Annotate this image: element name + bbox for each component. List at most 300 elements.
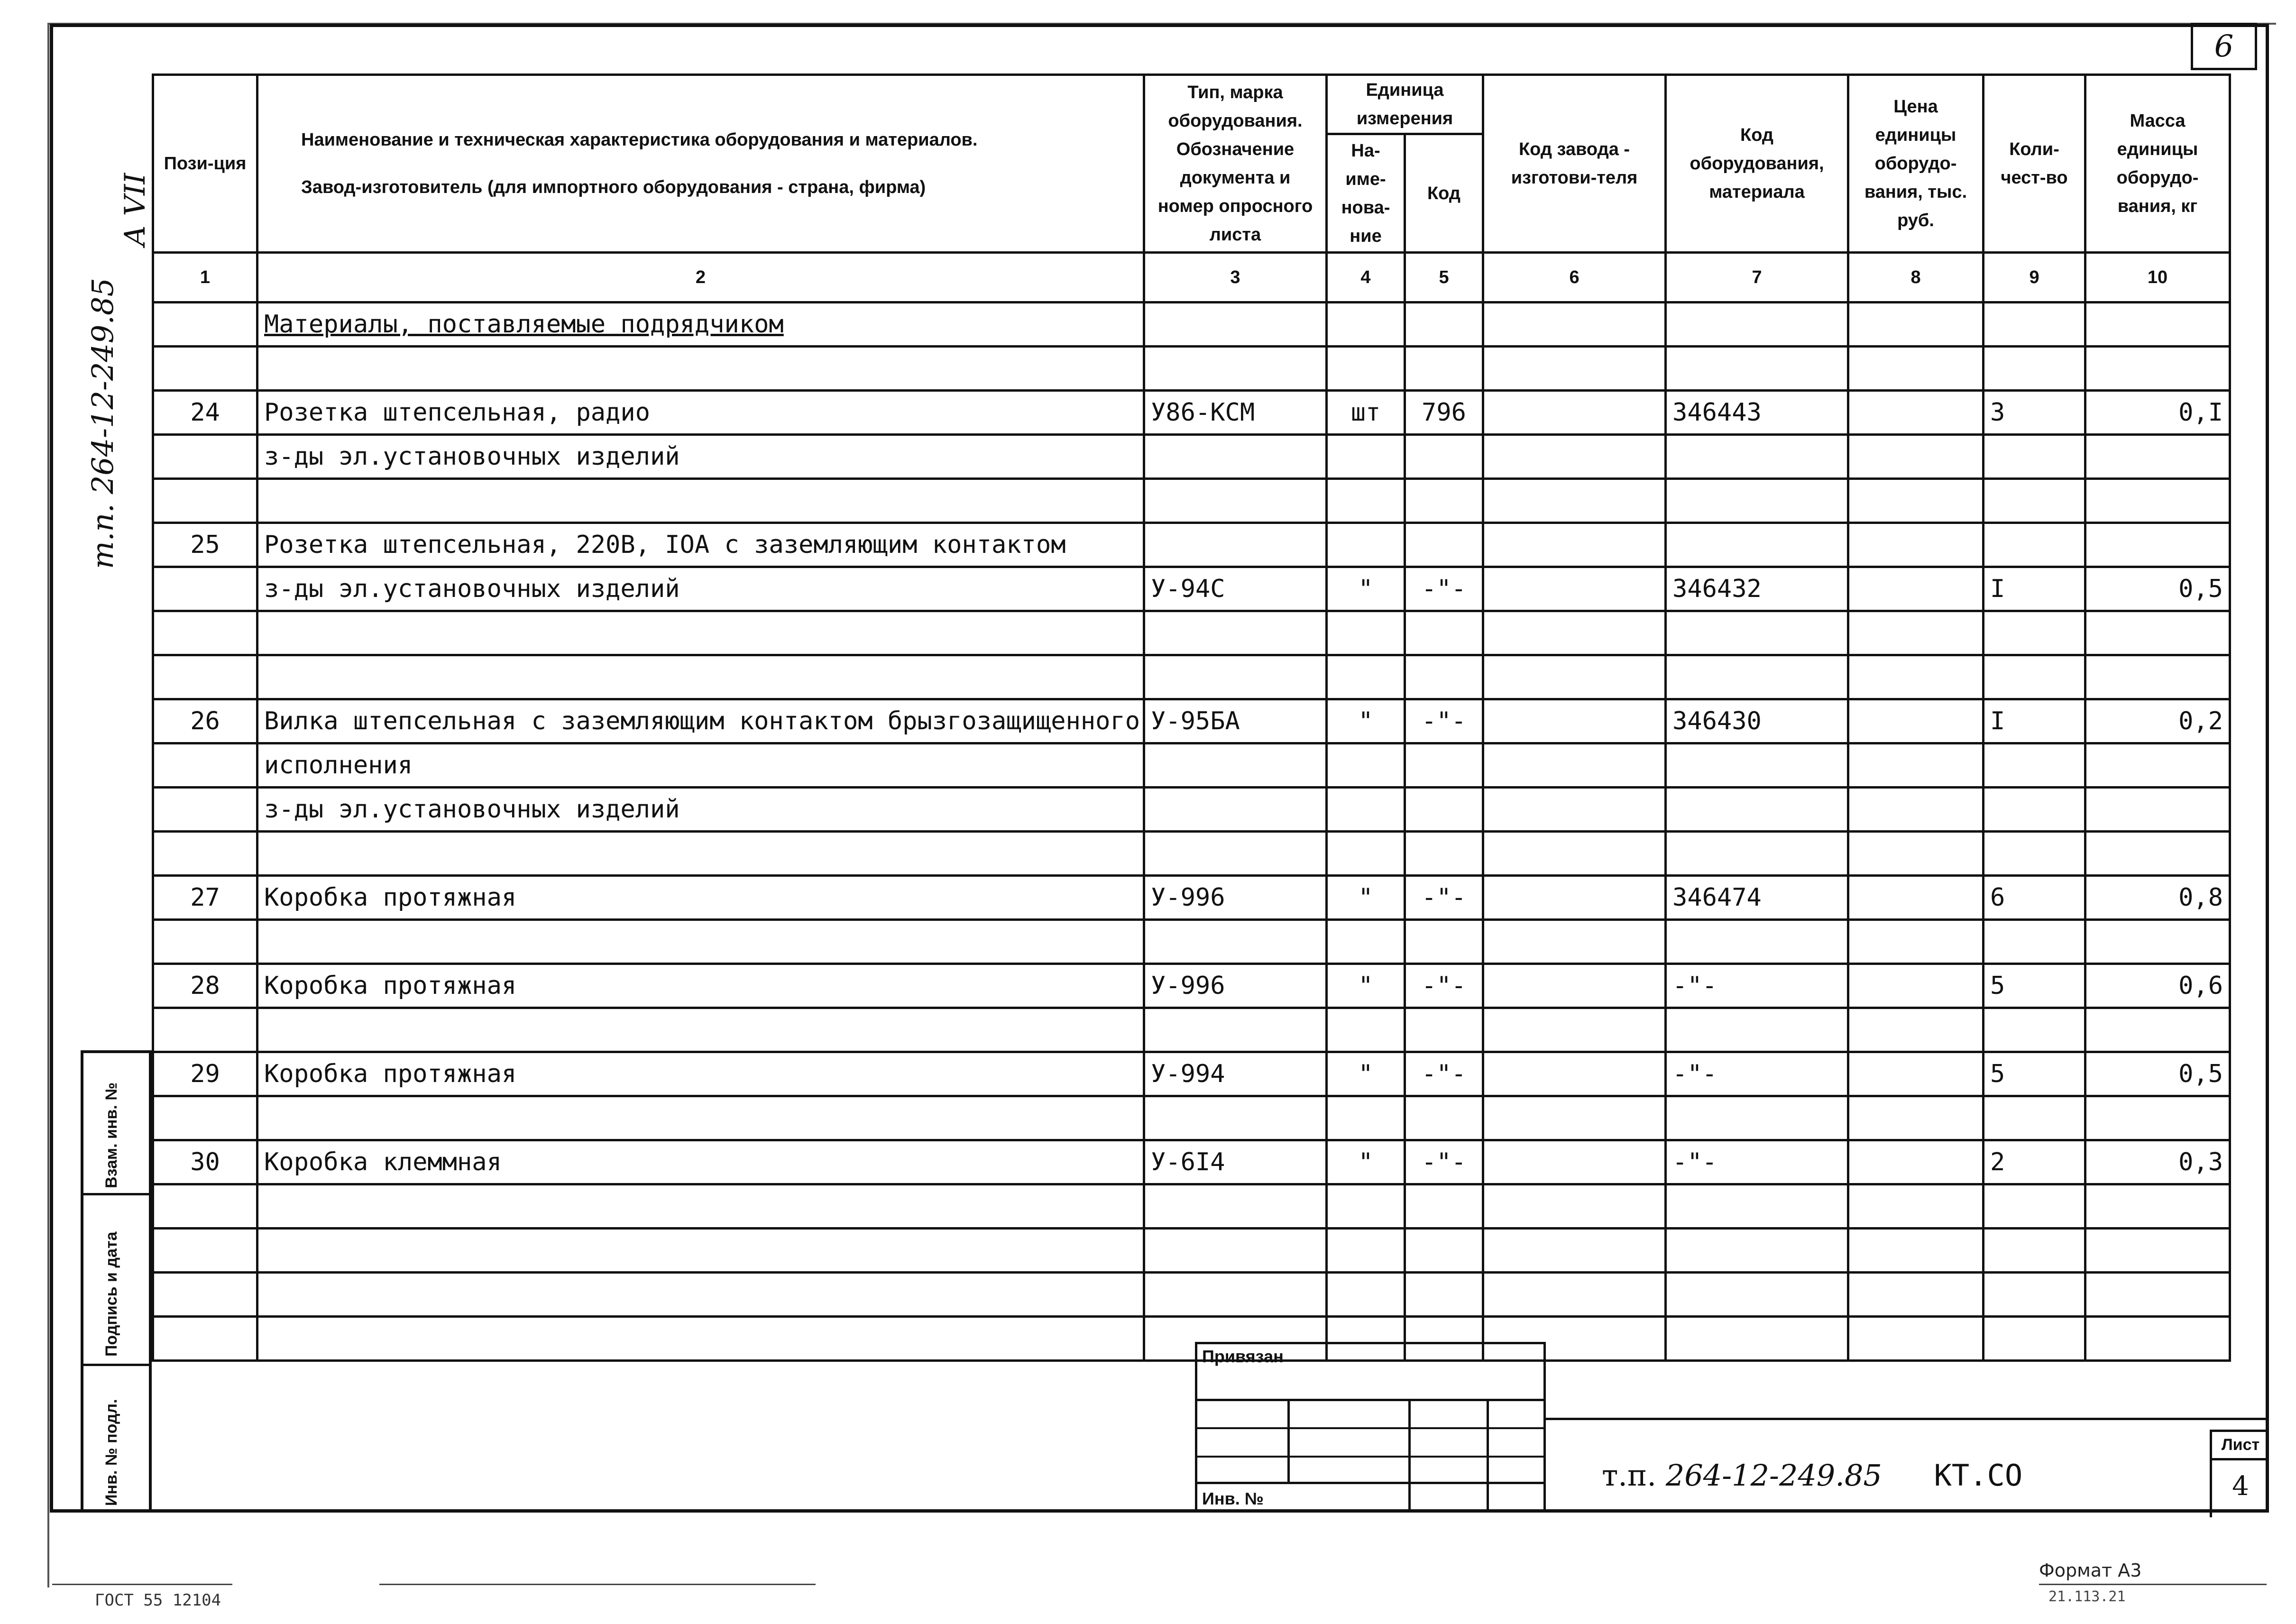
- column-numbers-row: [153, 253, 2230, 303]
- table-row: [153, 435, 2230, 479]
- table-row: [153, 788, 2230, 832]
- cell-type: [1144, 479, 1327, 523]
- cell-material-code: -"-: [1666, 1052, 1848, 1096]
- cell-unit-code: [1405, 788, 1483, 832]
- cell-position: [153, 479, 257, 523]
- cell-name: Вилка штепсельная с заземляющим контактом брызгозащищенного: [257, 699, 1144, 743]
- cell-plant-code: [1483, 1140, 1666, 1184]
- cell-material-code: [1666, 347, 1848, 391]
- cell-plant-code: [1483, 523, 1666, 567]
- cell-position: [153, 788, 257, 832]
- cell-type: [1144, 435, 1327, 479]
- cell-unit-code: [1405, 1184, 1483, 1229]
- cell-unit-code: [1405, 1229, 1483, 1273]
- cell-mass: [2085, 832, 2230, 876]
- table-row: [153, 832, 2230, 876]
- table-row: [153, 920, 2230, 964]
- stamp-inv-label: Инв. №: [1202, 1489, 1264, 1508]
- stamp-line: [1287, 1399, 1290, 1484]
- cell-quantity: [1984, 788, 2085, 832]
- cell-mass: [2085, 788, 2230, 832]
- cell-plant-code: [1483, 479, 1666, 523]
- cell-type: [1144, 347, 1327, 391]
- cell-unit-name: [1327, 435, 1405, 479]
- cell-mass: [2085, 303, 2230, 347]
- cell-mass: [2085, 479, 2230, 523]
- cell-plant-code: [1483, 788, 1666, 832]
- table-row: [153, 1052, 2230, 1096]
- cell-name: [257, 479, 1144, 523]
- side-label-sign-date: Подпись и дата: [102, 1231, 120, 1357]
- cell-position: [153, 611, 257, 655]
- cell-unit-name: шт: [1327, 391, 1405, 435]
- cell-plant-code: [1483, 655, 1666, 699]
- cell-material-code: [1666, 479, 1848, 523]
- table-row: [153, 1096, 2230, 1140]
- cell-price: [1848, 699, 1984, 743]
- cell-type: У-996: [1144, 876, 1327, 920]
- side-label-inv-replace: Взам. инв. №: [102, 1082, 120, 1188]
- table-row: [153, 611, 2230, 655]
- side-cell-sign-date: [83, 1195, 149, 1366]
- cell-type: У-6I4: [1144, 1140, 1327, 1184]
- cell-material-code: [1666, 1008, 1848, 1052]
- cell-name: [257, 920, 1144, 964]
- cell-material-code: [1666, 1229, 1848, 1273]
- header-plant-code: Код завода - изготови-теля: [1483, 75, 1666, 253]
- cell-unit-name: [1327, 1184, 1405, 1229]
- cell-price: [1848, 435, 1984, 479]
- cell-unit-code: [1405, 435, 1483, 479]
- cell-quantity: [1984, 523, 2085, 567]
- cell-quantity: [1984, 1008, 2085, 1052]
- cell-unit-code: -"-: [1405, 876, 1483, 920]
- cell-quantity: 6: [1984, 876, 2085, 920]
- cell-name: [257, 1184, 1144, 1229]
- cell-unit-name: [1327, 743, 1405, 788]
- cell-mass: 0,I: [2085, 391, 2230, 435]
- cell-name: Коробка протяжная: [257, 964, 1144, 1008]
- cell-unit-code: [1405, 523, 1483, 567]
- cell-type: [1144, 743, 1327, 788]
- doc-prefix: т.п.: [1602, 1458, 1657, 1493]
- col-number: 7: [1666, 253, 1848, 303]
- cell-name: Коробка клеммная: [257, 1140, 1144, 1184]
- cell-name: [257, 1317, 1144, 1361]
- col-number: 3: [1144, 253, 1327, 303]
- cell-type: [1144, 1096, 1327, 1140]
- cell-price: [1848, 479, 1984, 523]
- header-name-line1: Наименование и техническая характеристика оборудования и материалов.: [301, 130, 978, 150]
- cell-type: У-994: [1144, 1052, 1327, 1096]
- col-number: 5: [1405, 253, 1483, 303]
- cell-mass: [2085, 1008, 2230, 1052]
- cell-unit-code: [1405, 832, 1483, 876]
- cell-quantity: I: [1984, 567, 2085, 611]
- table-row: [153, 964, 2230, 1008]
- table-row: [153, 743, 2230, 788]
- cell-type: [1144, 1229, 1327, 1273]
- table-row: [153, 479, 2230, 523]
- col-number: 1: [153, 253, 257, 303]
- cell-unit-code: [1405, 611, 1483, 655]
- cell-material-code: 346430: [1666, 699, 1848, 743]
- cell-price: [1848, 788, 1984, 832]
- cell-position: [153, 567, 257, 611]
- cell-unit-name: [1327, 303, 1405, 347]
- table-row: [153, 567, 2230, 611]
- footer-line: [379, 1584, 816, 1585]
- cell-type: [1144, 523, 1327, 567]
- cell-price: [1848, 611, 1984, 655]
- col-number: 9: [1984, 253, 2085, 303]
- cell-unit-name: [1327, 1229, 1405, 1273]
- cell-mass: [2085, 611, 2230, 655]
- cell-position: [153, 303, 257, 347]
- cell-plant-code: [1483, 611, 1666, 655]
- cell-unit-name: ": [1327, 1140, 1405, 1184]
- table-row: [153, 655, 2230, 699]
- cell-unit-code: [1405, 655, 1483, 699]
- cell-name: Розетка штепсельная, 220В, IOA с заземляющим контактом: [257, 523, 1144, 567]
- cell-position: 26: [153, 699, 257, 743]
- cell-name: [257, 1096, 1144, 1140]
- cell-quantity: [1984, 1229, 2085, 1273]
- cell-position: 30: [153, 1140, 257, 1184]
- table-row: [153, 303, 2230, 347]
- cell-quantity: [1984, 655, 2085, 699]
- cell-quantity: [1984, 611, 2085, 655]
- cell-material-code: [1666, 1273, 1848, 1317]
- table-row: [153, 699, 2230, 743]
- cell-name: Розетка штепсельная, радио: [257, 391, 1144, 435]
- cell-quantity: [1984, 1273, 2085, 1317]
- cell-material-code: 346474: [1666, 876, 1848, 920]
- cell-unit-code: [1405, 920, 1483, 964]
- cell-unit-code: -"-: [1405, 1052, 1483, 1096]
- cell-position: 24: [153, 391, 257, 435]
- side-label-inv-orig: Инв. № подл.: [102, 1399, 120, 1506]
- cell-position: 28: [153, 964, 257, 1008]
- stamp-line: [1487, 1399, 1489, 1513]
- table-row: [153, 1317, 2230, 1361]
- cell-unit-code: [1405, 743, 1483, 788]
- cell-quantity: [1984, 347, 2085, 391]
- cell-mass: 0,5: [2085, 567, 2230, 611]
- col-number: 4: [1327, 253, 1405, 303]
- cell-unit-name: [1327, 920, 1405, 964]
- side-document-code: т.п. 264-12-249.85: [85, 278, 120, 569]
- cell-plant-code: [1483, 920, 1666, 964]
- cell-unit-code: [1405, 1096, 1483, 1140]
- cell-unit-code: 796: [1405, 391, 1483, 435]
- footer-small: 21.113.21: [2048, 1588, 2126, 1605]
- cell-plant-code: [1483, 1052, 1666, 1096]
- cell-price: [1848, 743, 1984, 788]
- cell-unit-name: [1327, 788, 1405, 832]
- header-name: [257, 75, 1144, 253]
- cell-mass: 0,8: [2085, 876, 2230, 920]
- cell-unit-name: ": [1327, 567, 1405, 611]
- cell-plant-code: [1483, 876, 1666, 920]
- cell-quantity: [1984, 743, 2085, 788]
- cell-price: [1848, 1052, 1984, 1096]
- cell-name: [257, 832, 1144, 876]
- cell-material-code: 346443: [1666, 391, 1848, 435]
- cell-type: [1144, 611, 1327, 655]
- cell-plant-code: [1483, 1184, 1666, 1229]
- cell-unit-code: [1405, 1008, 1483, 1052]
- header-position: Пози-ция: [153, 75, 257, 253]
- doc-number: 264-12-249.85: [1665, 1458, 1882, 1493]
- linkage-stamp: [1195, 1342, 1546, 1513]
- cell-price: [1848, 920, 1984, 964]
- sheet-box: [2210, 1430, 2269, 1517]
- document-code: [1602, 1458, 2022, 1493]
- header-material-code: Код оборудования, материала: [1666, 75, 1848, 253]
- table-row: [153, 391, 2230, 435]
- cell-plant-code: [1483, 435, 1666, 479]
- cell-quantity: [1984, 1317, 2085, 1361]
- cell-name: [257, 655, 1144, 699]
- cell-unit-name: [1327, 1008, 1405, 1052]
- cell-price: [1848, 1184, 1984, 1229]
- cell-material-code: 346432: [1666, 567, 1848, 611]
- cell-plant-code: [1483, 964, 1666, 1008]
- cell-name: [257, 347, 1144, 391]
- col-number: 8: [1848, 253, 1984, 303]
- cell-position: [153, 655, 257, 699]
- format-label: Формат А3: [2039, 1560, 2142, 1581]
- stamp-line: [1197, 1427, 1543, 1429]
- cell-quantity: [1984, 920, 2085, 964]
- cell-type: [1144, 303, 1327, 347]
- cell-unit-code: [1405, 303, 1483, 347]
- cell-price: [1848, 1008, 1984, 1052]
- cell-unit-code: [1405, 1273, 1483, 1317]
- cell-mass: [2085, 743, 2230, 788]
- stamp-line: [1197, 1482, 1543, 1484]
- cell-price: [1848, 1273, 1984, 1317]
- cell-price: [1848, 832, 1984, 876]
- cell-position: [153, 1096, 257, 1140]
- sheet-label: Лист: [2212, 1432, 2269, 1460]
- cell-position: [153, 435, 257, 479]
- cell-name: [257, 1273, 1144, 1317]
- side-stamp: [81, 1050, 152, 1513]
- header-mass: Масса единицы оборудо-вания, кг: [2085, 75, 2230, 253]
- cell-quantity: I: [1984, 699, 2085, 743]
- cell-name: исполнения: [257, 743, 1144, 788]
- side-cell-inv-replace: [83, 1053, 149, 1195]
- cell-quantity: [1984, 1184, 2085, 1229]
- header-unit: Единица измерения: [1327, 75, 1483, 134]
- cell-plant-code: [1483, 1096, 1666, 1140]
- cell-unit-code: -"-: [1405, 964, 1483, 1008]
- table-row: [153, 1140, 2230, 1184]
- cell-position: [153, 1184, 257, 1229]
- cell-plant-code: [1483, 743, 1666, 788]
- stamp-line: [1197, 1399, 1543, 1401]
- cell-position: [153, 920, 257, 964]
- cell-position: [153, 347, 257, 391]
- cell-mass: [2085, 655, 2230, 699]
- specification-table: [152, 73, 2231, 1362]
- cell-name: з-ды эл.установочных изделий: [257, 435, 1144, 479]
- cell-quantity: 5: [1984, 964, 2085, 1008]
- header-unit-name: На-име-нова-ние: [1327, 134, 1405, 253]
- cell-type: У-95БА: [1144, 699, 1327, 743]
- cell-type: [1144, 655, 1327, 699]
- cell-position: 27: [153, 876, 257, 920]
- cell-mass: 0,2: [2085, 699, 2230, 743]
- cell-name: [257, 1229, 1144, 1273]
- title-block: [1545, 1418, 2269, 1515]
- cell-mass: [2085, 1273, 2230, 1317]
- cell-material-code: [1666, 523, 1848, 567]
- cell-material-code: [1666, 303, 1848, 347]
- cell-type: У86-КСМ: [1144, 391, 1327, 435]
- sheet-value: 4: [2232, 1471, 2249, 1502]
- cell-unit-name: [1327, 1273, 1405, 1317]
- side-album-number: А VII: [119, 173, 152, 247]
- cell-position: [153, 1229, 257, 1273]
- footer-left: ГОСТ 55 12104: [95, 1591, 221, 1610]
- cell-name: Коробка протяжная: [257, 1052, 1144, 1096]
- side-code-area: [81, 76, 152, 574]
- cell-unit-name: ": [1327, 1052, 1405, 1096]
- cell-unit-name: [1327, 832, 1405, 876]
- cell-unit-name: [1327, 655, 1405, 699]
- cell-quantity: 2: [1984, 1140, 2085, 1184]
- footer-line: [2039, 1584, 2267, 1585]
- cell-name: з-ды эл.установочных изделий: [257, 567, 1144, 611]
- cell-material-code: [1666, 1096, 1848, 1140]
- cell-plant-code: [1483, 699, 1666, 743]
- table-row: [153, 1273, 2230, 1317]
- cell-mass: [2085, 1184, 2230, 1229]
- header-quantity: Коли-чест-во: [1984, 75, 2085, 253]
- cell-material-code: [1666, 743, 1848, 788]
- cell-price: [1848, 876, 1984, 920]
- cell-quantity: [1984, 1096, 2085, 1140]
- cell-position: [153, 1008, 257, 1052]
- cell-price: [1848, 1140, 1984, 1184]
- cell-mass: [2085, 347, 2230, 391]
- stamp-linked-label: Привязан: [1202, 1347, 1284, 1366]
- stamp-line: [1197, 1456, 1543, 1458]
- page-number: 6: [2191, 23, 2257, 70]
- cell-mass: [2085, 1317, 2230, 1361]
- cell-position: 25: [153, 523, 257, 567]
- cell-price: [1848, 523, 1984, 567]
- cell-material-code: [1666, 788, 1848, 832]
- cell-plant-code: [1483, 567, 1666, 611]
- footer-line: [52, 1584, 232, 1585]
- cell-material-code: [1666, 920, 1848, 964]
- cell-plant-code: [1483, 303, 1666, 347]
- cell-type: [1144, 920, 1327, 964]
- cell-type: [1144, 1184, 1327, 1229]
- cell-type: [1144, 832, 1327, 876]
- cell-quantity: [1984, 832, 2085, 876]
- cell-unit-name: ": [1327, 699, 1405, 743]
- cell-unit-name: [1327, 347, 1405, 391]
- cell-position: [153, 1273, 257, 1317]
- cell-plant-code: [1483, 1273, 1666, 1317]
- cell-mass: [2085, 1096, 2230, 1140]
- cell-material-code: [1666, 832, 1848, 876]
- cell-name: [257, 1008, 1144, 1052]
- cell-material-code: -"-: [1666, 964, 1848, 1008]
- cell-quantity: 3: [1984, 391, 2085, 435]
- cell-price: [1848, 303, 1984, 347]
- side-cell-inv-orig: [83, 1366, 149, 1511]
- cell-type: [1144, 1008, 1327, 1052]
- cell-position: 29: [153, 1052, 257, 1096]
- cell-name: Материалы, поставляемые подрядчиком: [257, 303, 1144, 347]
- cell-mass: [2085, 920, 2230, 964]
- cell-plant-code: [1483, 1229, 1666, 1273]
- cell-material-code: [1666, 1317, 1848, 1361]
- cell-plant-code: [1483, 347, 1666, 391]
- cell-price: [1848, 1317, 1984, 1361]
- header-type: Тип, марка оборудования. Обозначение документа и номер опросного листа: [1144, 75, 1327, 253]
- cell-unit-name: [1327, 523, 1405, 567]
- cell-price: [1848, 567, 1984, 611]
- cell-name: Коробка протяжная: [257, 876, 1144, 920]
- cell-name: [257, 611, 1144, 655]
- cell-unit-name: [1327, 1096, 1405, 1140]
- header-unit-code: Код: [1405, 134, 1483, 253]
- cell-name: з-ды эл.установочных изделий: [257, 788, 1144, 832]
- cell-unit-code: -"-: [1405, 567, 1483, 611]
- cell-quantity: [1984, 303, 2085, 347]
- cell-unit-code: -"-: [1405, 1140, 1483, 1184]
- cell-type: [1144, 788, 1327, 832]
- cell-mass: [2085, 523, 2230, 567]
- cell-material-code: [1666, 611, 1848, 655]
- cell-price: [1848, 964, 1984, 1008]
- cell-plant-code: [1483, 391, 1666, 435]
- table-row: [153, 1229, 2230, 1273]
- cell-unit-name: [1327, 479, 1405, 523]
- cell-price: [1848, 1229, 1984, 1273]
- cell-unit-code: [1405, 347, 1483, 391]
- cell-price: [1848, 347, 1984, 391]
- cell-mass: [2085, 435, 2230, 479]
- cell-quantity: [1984, 479, 2085, 523]
- cell-quantity: [1984, 435, 2085, 479]
- cell-unit-code: -"-: [1405, 699, 1483, 743]
- cell-quantity: 5: [1984, 1052, 2085, 1096]
- cell-material-code: -"-: [1666, 1140, 1848, 1184]
- cell-position: [153, 743, 257, 788]
- table-row: [153, 876, 2230, 920]
- cell-unit-name: [1327, 611, 1405, 655]
- cell-price: [1848, 655, 1984, 699]
- cell-unit-code: [1405, 479, 1483, 523]
- cell-price: [1848, 391, 1984, 435]
- cell-unit-name: ": [1327, 964, 1405, 1008]
- stamp-line: [1408, 1399, 1411, 1513]
- cell-mass: [2085, 1229, 2230, 1273]
- cell-mass: 0,5: [2085, 1052, 2230, 1096]
- cell-plant-code: [1483, 1008, 1666, 1052]
- table-row: [153, 1184, 2230, 1229]
- table-row: [153, 1008, 2230, 1052]
- cell-material-code: [1666, 655, 1848, 699]
